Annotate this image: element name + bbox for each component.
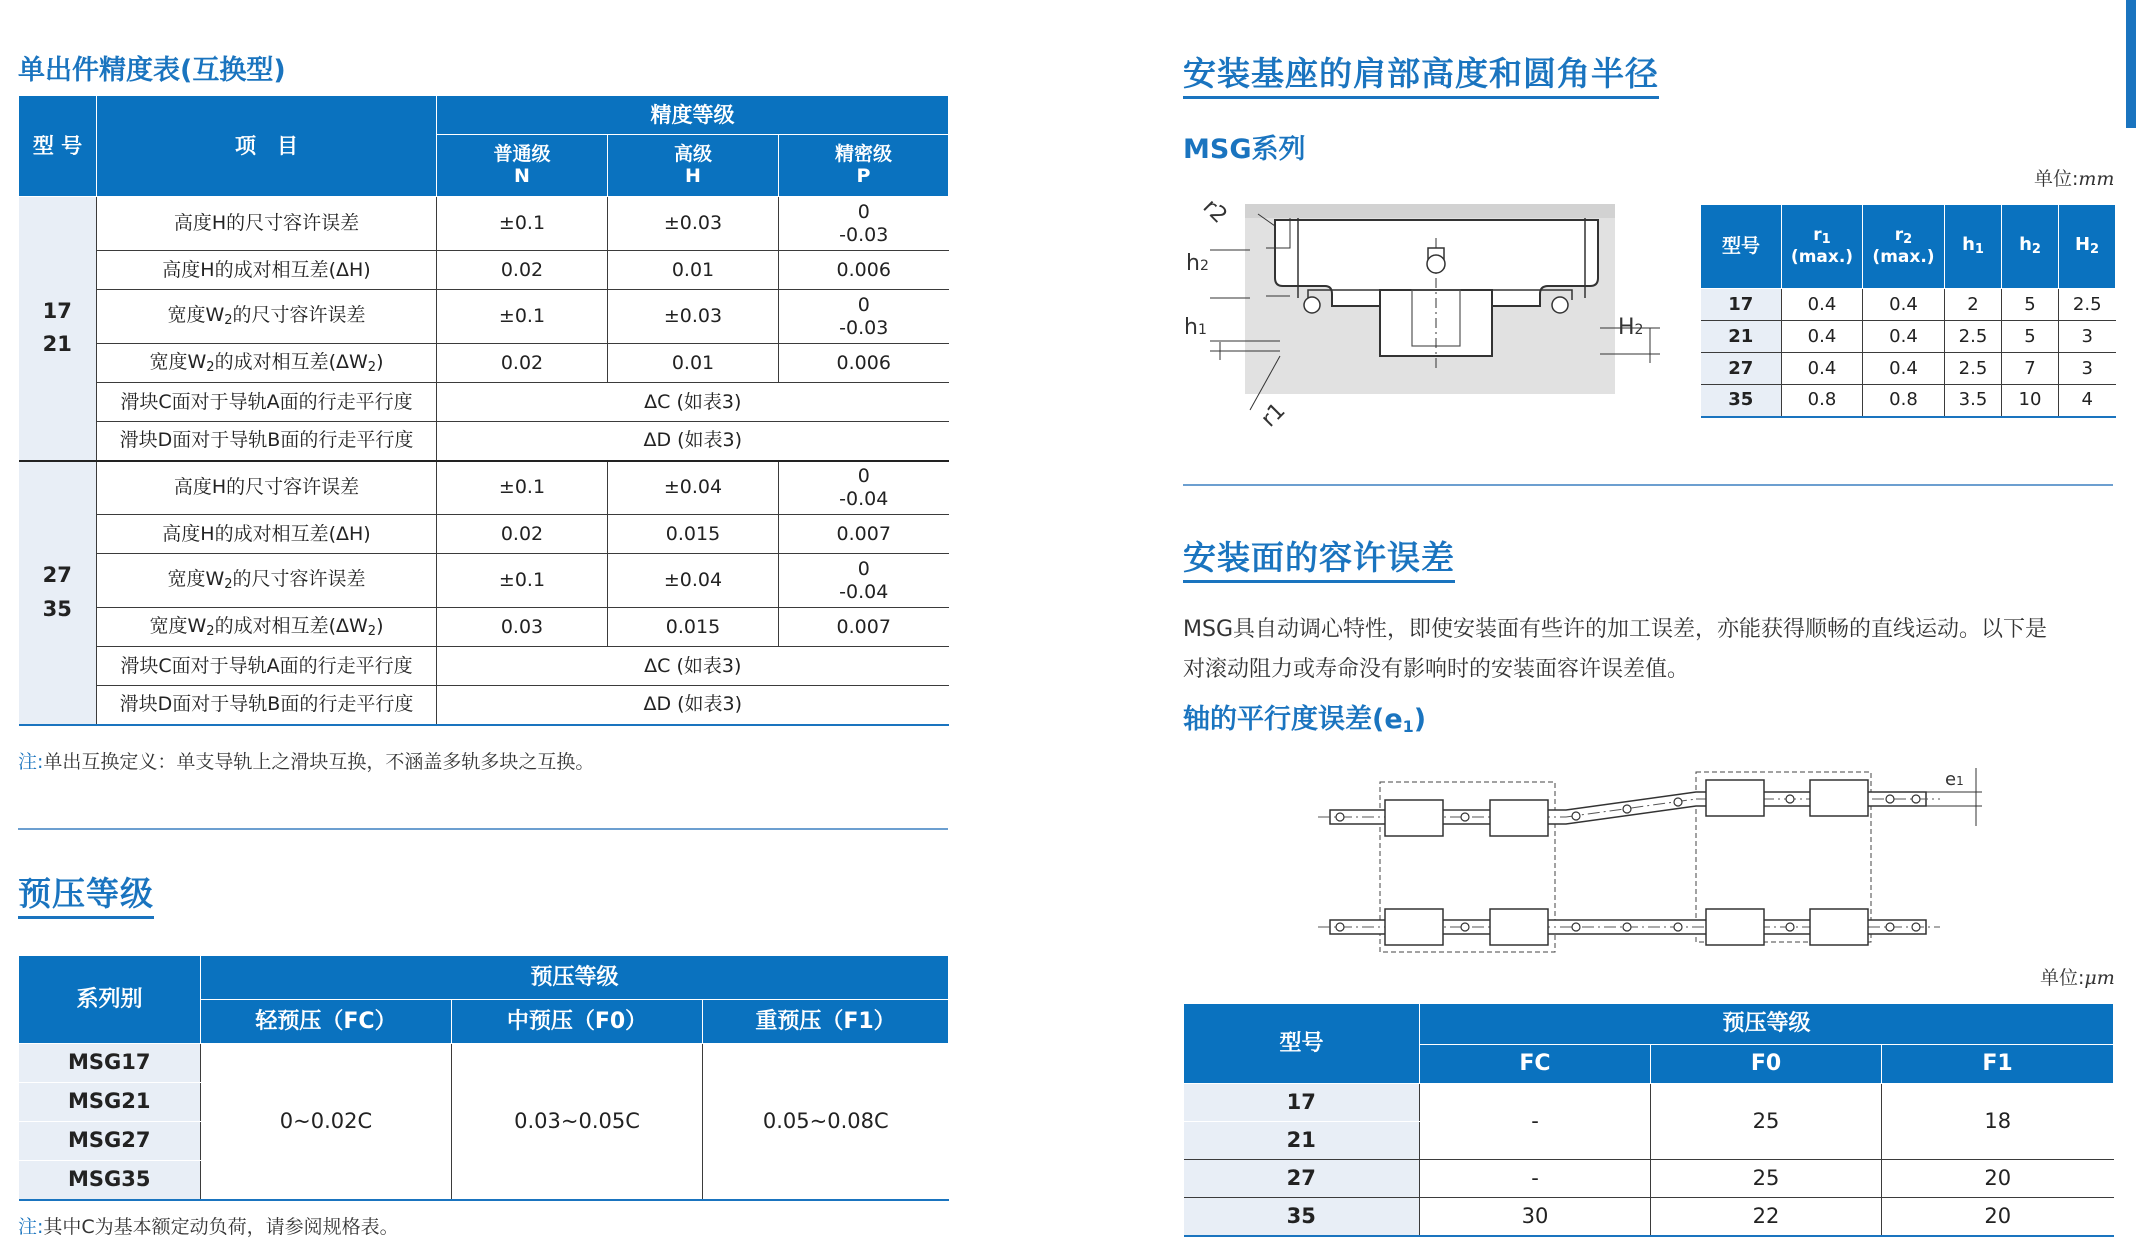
table-row: 27 0.4 0.4 2.5 7 3 [1701, 353, 2116, 385]
table-row: 高度H的成对相互差(ΔH) 0.02 0.015 0.007 [19, 515, 949, 554]
header-H2: $H_2$ [2059, 205, 2116, 289]
mounting-table [1183, 1003, 2114, 1237]
table-row: 35 0.8 0.8 3.5 10 4 [1701, 385, 2116, 417]
table-row: 21 [1184, 1122, 2114, 1160]
table-row: MSG21 [19, 1083, 949, 1122]
shoulder-table [1700, 204, 2116, 418]
shoulder-subtitle: MSG系列 [1183, 134, 1306, 165]
shoulder-diagram [1180, 178, 1670, 438]
table-row: 宽度$W_2$的尺寸容许误差 ±0.1 ±0.04 0 -0.04 [19, 554, 949, 608]
preload-note: 注:其中C为基本额定动负荷，请参阅规格表。 [18, 1216, 399, 1238]
header-model: 型号 [1701, 205, 1782, 289]
header-grade: 预压等级 [1420, 1004, 2114, 1045]
parallelism-diagram [1310, 760, 1990, 960]
shoulder-title: 安装基座的肩部高度和圆角半径 [1183, 54, 1659, 99]
mounting-unit: 单位:μm [2040, 967, 2115, 989]
table-row: MSG17 0~0.02C 0.03~0.05C 0.05~0.08C [19, 1044, 949, 1083]
table-row: MSG35 [19, 1161, 949, 1200]
models-cell: 17 21 [19, 197, 97, 461]
header-grade: 精度等级 [437, 96, 949, 135]
r1-label: r1 [1256, 398, 1291, 433]
table-row: 滑块C面对于导轨A面的行走平行度 ΔC (如表3) [19, 383, 949, 422]
header-r1: $r_1$ (max.) [1782, 205, 1863, 289]
table-row: MSG27 [19, 1122, 949, 1161]
header-p: 精密级 P [779, 135, 949, 197]
table-row: 高度H的成对相互差(ΔH) 0.02 0.01 0.006 [19, 251, 949, 290]
preload-title: 预压等级 [18, 874, 154, 919]
header-f0: F0 [1651, 1045, 1882, 1084]
precision-table [18, 95, 949, 726]
mounting-title: 安装面的容许误差 [1183, 538, 1455, 583]
preload-table [18, 955, 949, 1201]
header-h1: $h_1$ [1945, 205, 2002, 289]
h2-label: h2 [1186, 251, 1209, 276]
table-row: 宽度$W_2$的尺寸容许误差 ±0.1 ±0.03 0 -0.03 [19, 290, 949, 344]
header-r2: $r_2$ (max.) [1863, 205, 1945, 289]
table-row: 滑块C面对于导轨A面的行走平行度 ΔC (如表3) [19, 647, 949, 686]
page-edge-tab [2126, 0, 2136, 128]
table-row: 17 0.4 0.4 2 5 2.5 [1701, 289, 2116, 321]
table-row: 滑块D面对于导轨B面的行走平行度 ΔD (如表3) [19, 422, 949, 461]
header-grade: 预压等级 [201, 956, 949, 1000]
table-row: 35 30 22 20 [1184, 1198, 2114, 1236]
table-row: 宽度$W_2$的成对相互差$(\Delta W_2)$ 0.02 0.01 0.006 [19, 344, 949, 383]
table-row: 27 - 25 20 [1184, 1160, 2114, 1198]
divider [18, 828, 948, 830]
header-f1: F1 [1882, 1045, 2114, 1084]
header-n: 普通级 N [437, 135, 608, 197]
header-item: 项 目 [97, 96, 437, 197]
table-row: 宽度$W_2$的成对相互差$(\Delta W_2)$ 0.03 0.015 0.007 [19, 608, 949, 647]
h1-label: h1 [1184, 315, 1207, 340]
table-row: 21 0.4 0.4 2.5 5 3 [1701, 321, 2116, 353]
table-row: 17 - 25 18 [1184, 1084, 2114, 1122]
precision-table-title: 单出件精度表(互换型) [18, 55, 286, 86]
header-fc: FC [1420, 1045, 1651, 1084]
H2-label: H2 [1618, 315, 1644, 340]
header-model: 型号 [1184, 1004, 1420, 1084]
mounting-paragraph: MSG具自动调心特性，即使安装面有些许的加工误差，亦能获得顺畅的直线运动。以下是 对滚动阻力或寿命没有影响时的安装面容许误差值。 [1183, 617, 2047, 682]
r2-label: r2 [1197, 194, 1232, 229]
parallelism-subtitle: 轴的平行度误差(e1) [1183, 704, 1427, 736]
models-cell: 27 35 [19, 461, 97, 725]
table-row: 滑块D面对于导轨B面的行走平行度 ΔD (如表3) [19, 686, 949, 725]
header-series: 系列别 [19, 956, 201, 1044]
header-f1: 重预压（F1） [703, 1000, 949, 1044]
precision-note: 注:单出互换定义：单支导轨上之滑块互换，不涵盖多轨多块之互换。 [18, 751, 595, 773]
header-h: 高级 H [608, 135, 779, 197]
header-fc: 轻预压（FC） [201, 1000, 452, 1044]
header-f0: 中预压（F0） [452, 1000, 703, 1044]
header-h2: $h_2$ [2002, 205, 2059, 289]
divider [1183, 484, 2113, 486]
shoulder-unit: 单位:mm [2034, 168, 2115, 190]
table-row: 17 21 高度H的尺寸容许误差 ±0.1 ±0.03 0 -0.03 [19, 197, 949, 251]
e1-label: e1 [1945, 769, 1964, 790]
header-model: 型 号 [19, 96, 97, 197]
table-row: 27 35 高度H的尺寸容许误差 ±0.1 ±0.04 0 -0.04 [19, 461, 949, 515]
